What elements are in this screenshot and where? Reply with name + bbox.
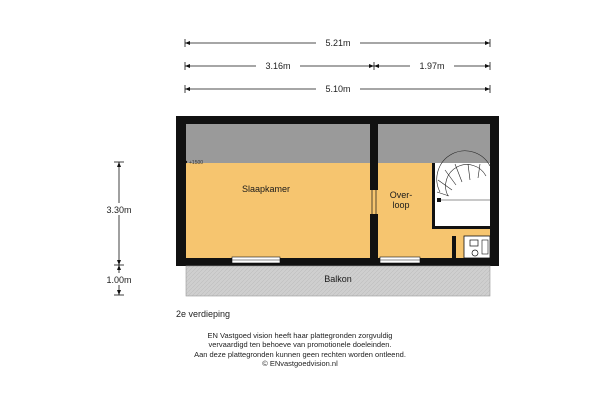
dimension-right-width: [374, 59, 490, 71]
floor-label: 2e verdieping: [176, 309, 231, 319]
height-marker-dot: [185, 161, 187, 163]
bedroom-floor: [186, 163, 370, 258]
landing-roof-area: [378, 124, 490, 163]
height-marker-label: +1500: [189, 160, 204, 166]
balcony-depth-label: 1.00m: [106, 275, 132, 285]
dimension-inner-width: [185, 82, 490, 94]
landing-label-line1: Over-: [389, 190, 413, 200]
left-width-label: 3.16m: [265, 61, 291, 71]
dimension-balcony-depth: [99, 265, 139, 295]
balcony-label: Balkon: [324, 274, 352, 284]
disclaimer-line: © ENvastgoedvision.nl: [262, 358, 338, 368]
disclaimer-line: Aan deze plattegronden kunnen geen rechten worden ontleend.: [194, 349, 406, 359]
disclaimer-line: vervaardigd ten behoeve van promotionele doeleinden.: [208, 340, 392, 350]
inner-width-label: 5.10m: [325, 84, 351, 94]
dimension-total-width: [185, 36, 490, 48]
bedroom-roof-area: [186, 124, 370, 163]
dimension-left-width: [185, 59, 374, 71]
bedroom-label: Slaapkamer: [241, 184, 291, 194]
total-width-label: 5.21m: [325, 38, 351, 48]
disclaimer: [150, 331, 450, 368]
landing-label-line2: loop: [392, 200, 410, 210]
right-width-label: 1.97m: [419, 61, 445, 71]
dimension-room-depth: [99, 162, 139, 265]
disclaimer-line: EN Vastgoed vision heeft haar plattegronden zorgvuldig: [207, 331, 393, 340]
balcony-window-right: [380, 257, 420, 263]
room-depth-label: 3.30m: [106, 205, 132, 215]
balcony-window-left: [232, 257, 280, 263]
interior-door: [369, 190, 379, 214]
